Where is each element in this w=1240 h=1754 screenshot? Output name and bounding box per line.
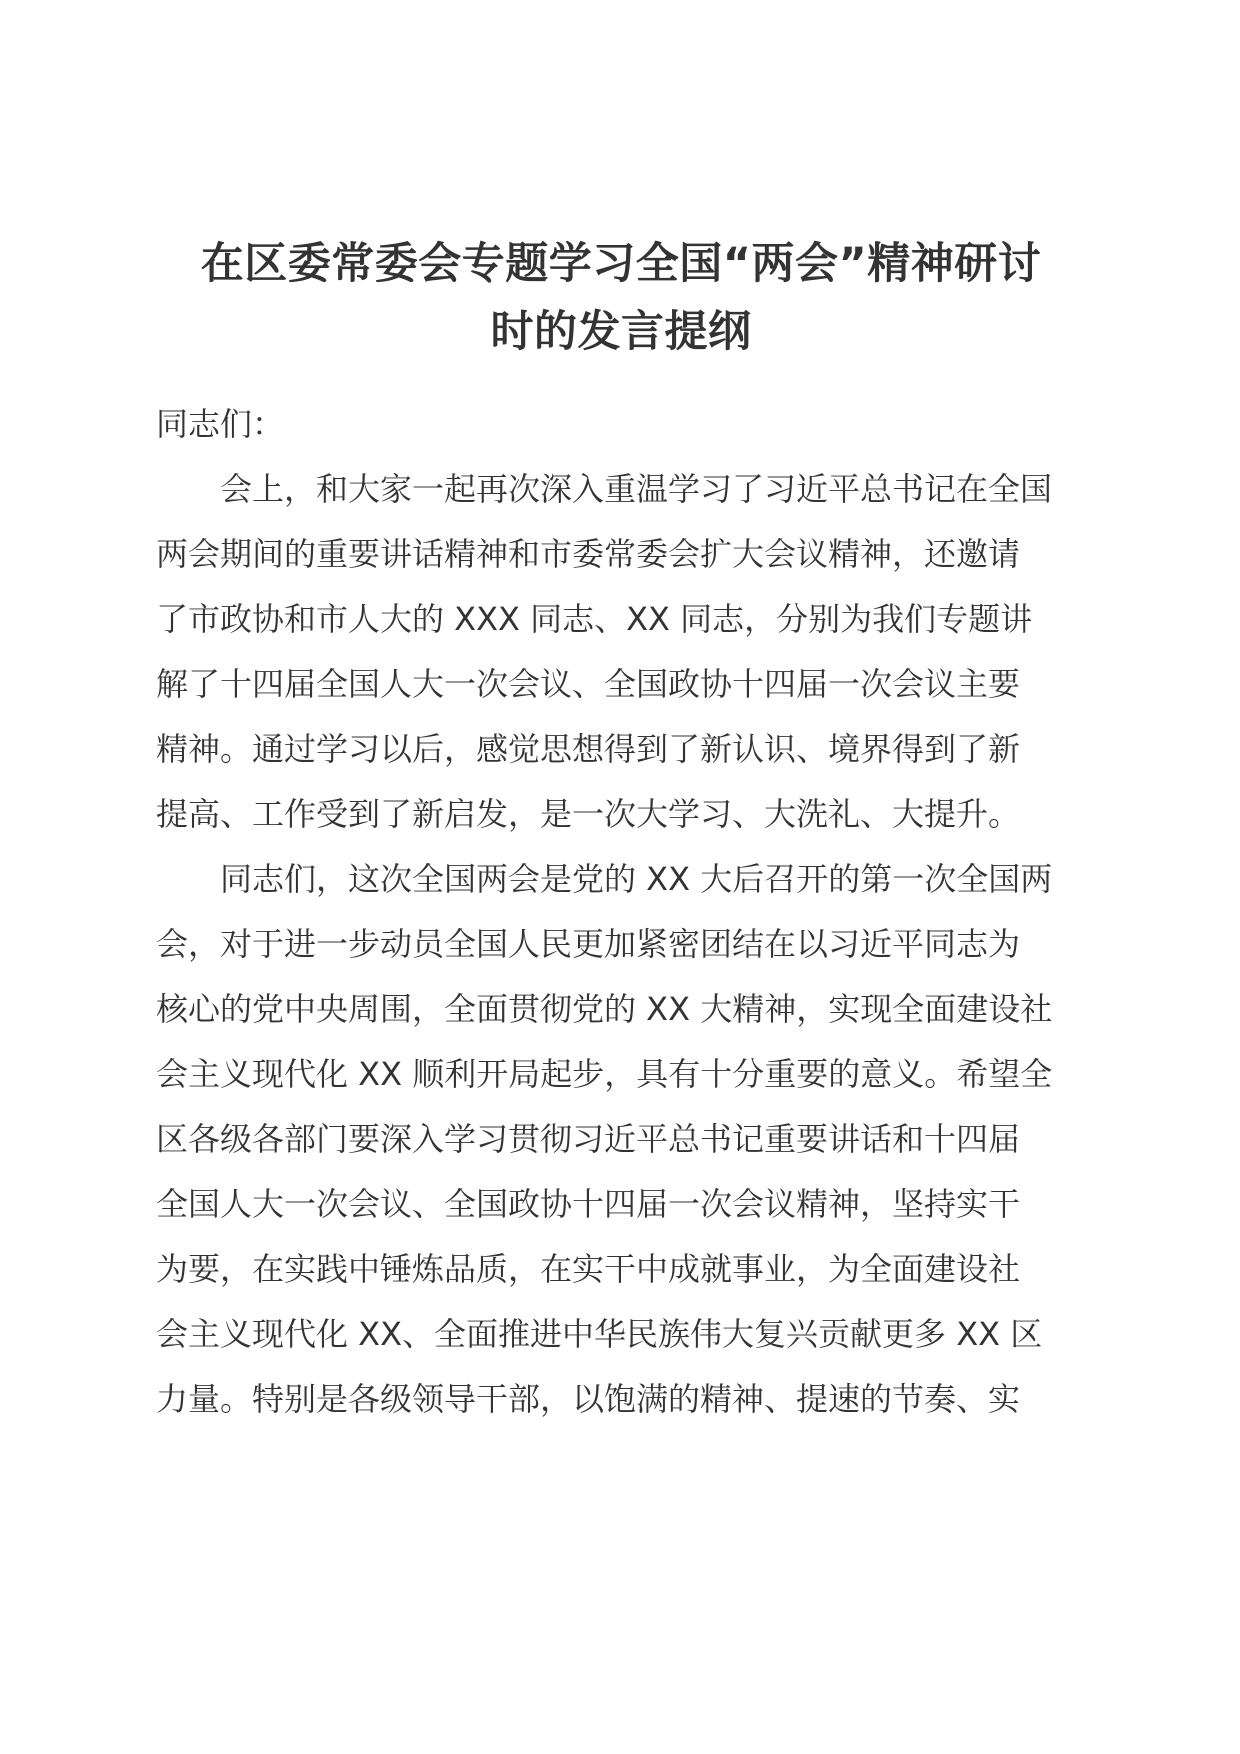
title-line: 在区委常委会专题学习全国“两会”精神研讨	[200, 239, 1042, 289]
paragraph-line: 了市政协和市人大的 XXX 同志、XX 同志，分别为我们专题讲	[156, 600, 1033, 638]
paragraph-line: 提高、工作受到了新启发，是一次大学习、大洗礼、大提升。	[156, 795, 1021, 833]
paragraph-line: 全国人大一次会议、全国政协十四届一次会议精神，坚持实干	[156, 1185, 1021, 1223]
paragraph-line: 解了十四届全国人大一次会议、全国政协十四届一次会议主要	[156, 665, 1021, 703]
document-body	[156, 230, 1086, 1432]
paragraph-line: 力量。特别是各级领导干部，以饱满的精神、提速的节奏、实	[156, 1380, 1021, 1418]
paragraph-line: 会，对于进一步动员全国人民更加紧密团结在以习近平同志为	[156, 925, 1021, 963]
document-title	[156, 230, 1086, 366]
paragraph-line: 为要，在实践中锤炼品质，在实干中成就事业，为全面建设社	[156, 1250, 1021, 1288]
paragraph-line: 两会期间的重要讲话精神和市委常委会扩大会议精神，还邀请	[156, 535, 1021, 573]
paragraph-line: 核心的党中央周围，全面贯彻党的 XX 大精神，实现全面建设社	[156, 990, 1053, 1028]
paragraph	[156, 847, 1086, 1432]
paragraph-line: 精神。通过学习以后，感觉思想得到了新认识、境界得到了新	[156, 730, 1021, 768]
title-line: 时的发言提纲	[490, 307, 752, 357]
paragraph-line: 区各级各部门要深入学习贯彻习近平总书记重要讲话和十四届	[156, 1120, 1021, 1158]
paragraph-line: 会主义现代化 XX、全面推进中华民族伟大复兴贡献更多 XX 区	[156, 1315, 1043, 1353]
paragraph-line: 会上，和大家一起再次深入重温学习了习近平总书记在全国	[220, 470, 1053, 508]
paragraph-line: 会主义现代化 XX 顺利开局起步，具有十分重要的意义。希望全	[156, 1055, 1053, 1093]
salutation: 同志们：	[156, 405, 285, 443]
paragraph	[156, 457, 1086, 847]
paragraph-line: 同志们，这次全国两会是党的 XX 大后召开的第一次全国两	[220, 860, 1053, 898]
